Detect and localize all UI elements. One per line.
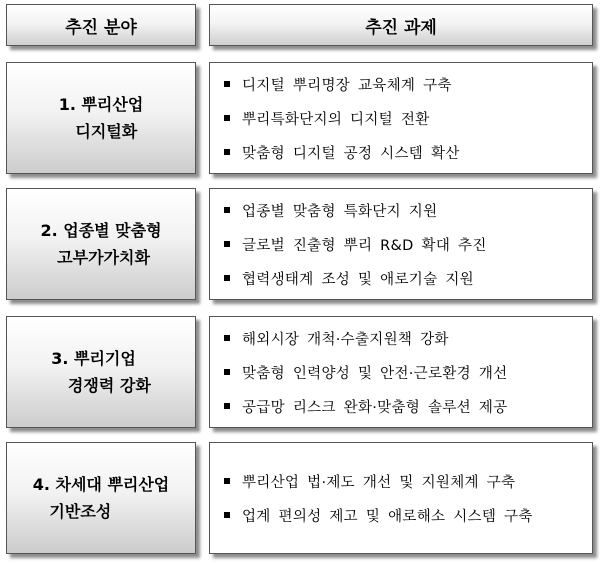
square-bullet-icon bbox=[224, 149, 230, 155]
header-field-cell bbox=[6, 4, 196, 46]
task-item bbox=[224, 261, 592, 295]
square-bullet-icon bbox=[224, 241, 230, 247]
square-bullet-icon bbox=[224, 403, 230, 409]
header-task-cell bbox=[209, 4, 593, 46]
square-bullet-icon bbox=[224, 369, 230, 375]
task-text: 해외시장 개척·수출지원책 강화 bbox=[242, 331, 449, 348]
task-item bbox=[224, 389, 592, 423]
square-bullet-icon bbox=[224, 478, 230, 484]
task-text: 디지털 뿌리명장 교육체계 구축 bbox=[242, 77, 452, 94]
square-bullet-icon bbox=[224, 275, 230, 281]
header-task-label: 추진 과제 bbox=[365, 17, 437, 38]
task-item bbox=[224, 464, 592, 498]
task-text: 뿌리특화단지의 디지털 전환 bbox=[242, 111, 430, 128]
square-bullet-icon bbox=[224, 335, 230, 341]
field-cell bbox=[6, 316, 196, 428]
task-cell bbox=[209, 188, 593, 300]
task-item bbox=[224, 101, 592, 135]
task-item bbox=[224, 193, 592, 227]
square-bullet-icon bbox=[224, 115, 230, 121]
task-text: 협력생태계 조성 및 애로기술 지원 bbox=[242, 271, 474, 288]
field-label: 1. 뿌리산업 디지털화 bbox=[58, 95, 144, 141]
task-item bbox=[224, 498, 592, 532]
task-cell bbox=[209, 442, 593, 554]
task-text: 글로벌 진출형 뿌리 R&D 확대 추진 bbox=[242, 237, 487, 254]
task-text: 맞춤형 인력양성 및 안전·근로환경 개선 bbox=[242, 365, 508, 382]
square-bullet-icon bbox=[224, 81, 230, 87]
task-item bbox=[224, 355, 592, 389]
task-item bbox=[224, 67, 592, 101]
square-bullet-icon bbox=[224, 512, 230, 518]
field-label: 3. 뿌리기업 경쟁력 강화 bbox=[51, 349, 151, 395]
task-cell bbox=[209, 62, 593, 174]
field-label: 4. 차세대 뿌리산업 기반조성 bbox=[32, 475, 170, 521]
field-cell bbox=[6, 188, 196, 300]
field-label: 2. 업종별 맞춤형 고부가가치화 bbox=[40, 221, 162, 267]
task-item bbox=[224, 227, 592, 261]
task-text: 업종별 맞춤형 특화단지 지원 bbox=[242, 203, 438, 220]
field-cell bbox=[6, 62, 196, 174]
task-text: 맞춤형 디지털 공정 시스템 확산 bbox=[242, 145, 460, 162]
task-text: 공급망 리스크 완화·맞춤형 솔루션 제공 bbox=[242, 399, 508, 416]
task-item bbox=[224, 321, 592, 355]
field-cell bbox=[6, 442, 196, 554]
task-item bbox=[224, 135, 592, 169]
square-bullet-icon bbox=[224, 207, 230, 213]
task-text: 업계 편의성 제고 및 애로해소 시스템 구축 bbox=[242, 508, 533, 525]
header-field-label: 추진 분야 bbox=[65, 17, 137, 38]
task-text: 뿌리산업 법·제도 개선 및 지원체계 구축 bbox=[242, 474, 516, 491]
task-cell bbox=[209, 316, 593, 428]
